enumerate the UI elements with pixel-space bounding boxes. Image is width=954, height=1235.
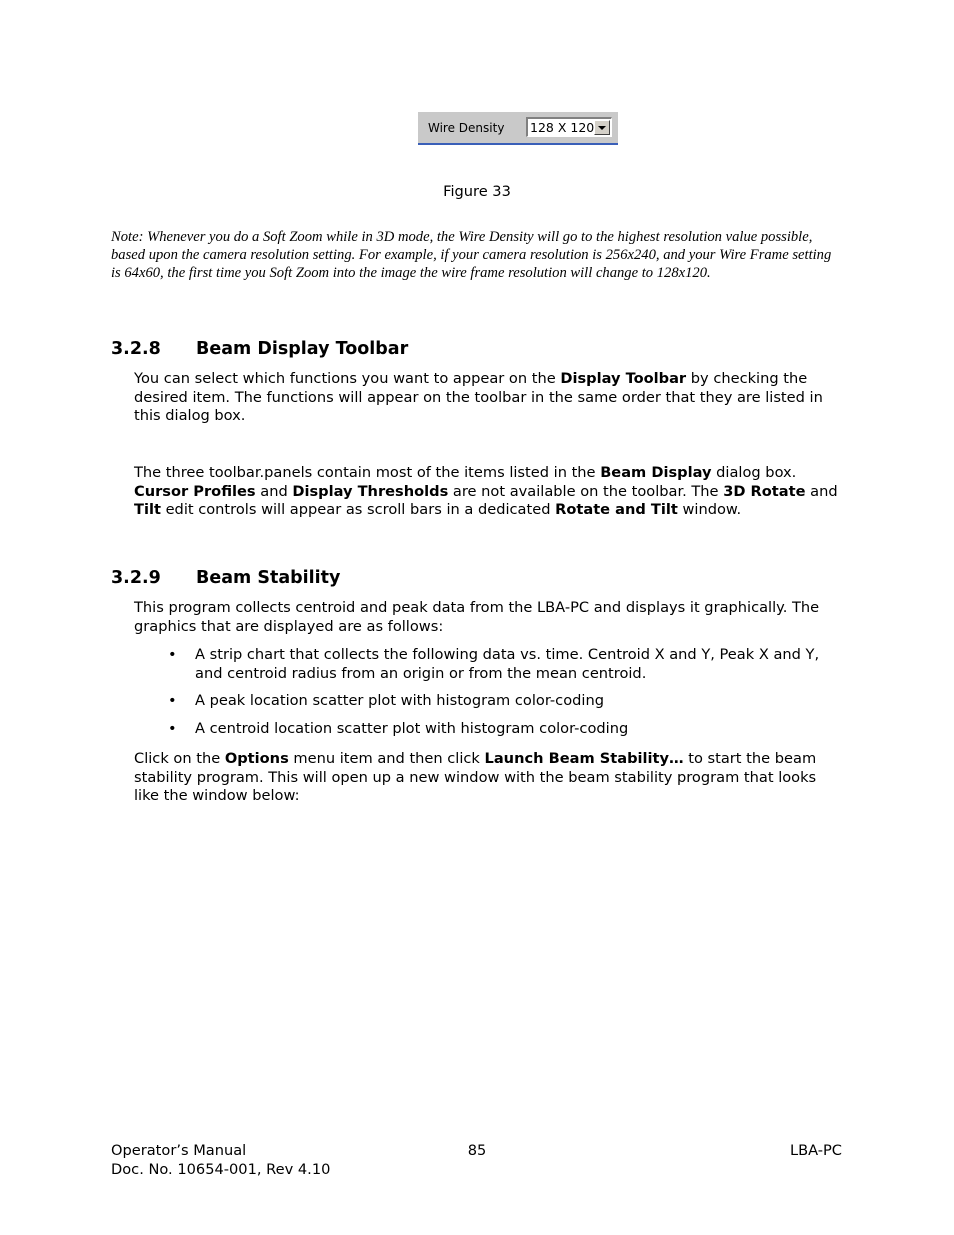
footer-page-number: 85	[467, 1142, 487, 1159]
section-title-329: Beam Stability	[196, 568, 341, 588]
wire-density-control	[418, 112, 618, 145]
wire-density-select[interactable]	[526, 117, 612, 137]
paragraph-toolbar-panels: The three toolbar.panels contain most of the items listed in the Beam Display dialog box. Cursor Profiles and Display Thresholds are not available on the toolbar. The 3D Rotate and Tilt edit controls will appear as scroll bars in a dedicated Rotate and Tilt window.	[134, 464, 838, 518]
wire-density-label: Wire Density	[428, 121, 505, 135]
graphics-list	[134, 646, 834, 738]
section-number-328: 3.2.8	[111, 339, 161, 359]
dropdown-arrow-icon[interactable]	[594, 120, 610, 135]
footer-product-name: LBA-PC	[789, 1142, 842, 1159]
section-number-329: 3.2.9	[111, 568, 161, 588]
paragraph-display-toolbar: You can select which functions you want to appear on the Display Toolbar by checking the desired item. The functions will appear on the toolbar in the same order that they are listed in this dialog box.	[134, 370, 823, 424]
figure-caption: Figure 33	[443, 183, 511, 200]
paragraph-beam-stability-intro: This program collects centroid and peak data from the LBA-PC and displays it graphically. The graphics that are displayed are as follows:	[134, 599, 820, 635]
list-item: • A strip chart that collects the following data vs. time. Centroid X and Y, Peak X and Y, and centroid radius from an origin or from the mean centroid.	[134, 646, 834, 683]
list-item: • A peak location scatter plot with histogram color-coding	[134, 692, 834, 711]
list-item: • A centroid location scatter plot with histogram color-coding	[134, 720, 834, 739]
paragraph-launch-beam-stability: Click on the Options menu item and then click Launch Beam Stability… to start the beam stability program. This will open up a new window with the beam stability program that looks like the window below:	[134, 750, 817, 804]
section-title-328: Beam Display Toolbar	[196, 339, 409, 359]
footer-manual-title: Operator’s Manual	[111, 1142, 247, 1159]
footer-doc-number: Doc. No. 10654-001, Rev 4.10	[111, 1161, 331, 1178]
note-paragraph: Note: Whenever you do a Soft Zoom while in 3D mode, the Wire Density will go to the highest resolution value possible, based upon the camera resolution setting. For example, if your camera resolution is 256x240, and your Wire Frame setting is 64x60, the first time you Soft Zoom into the image the wire frame resolution will change to 128x120.	[111, 229, 832, 281]
wire-density-value: 128 X 120	[530, 120, 595, 135]
